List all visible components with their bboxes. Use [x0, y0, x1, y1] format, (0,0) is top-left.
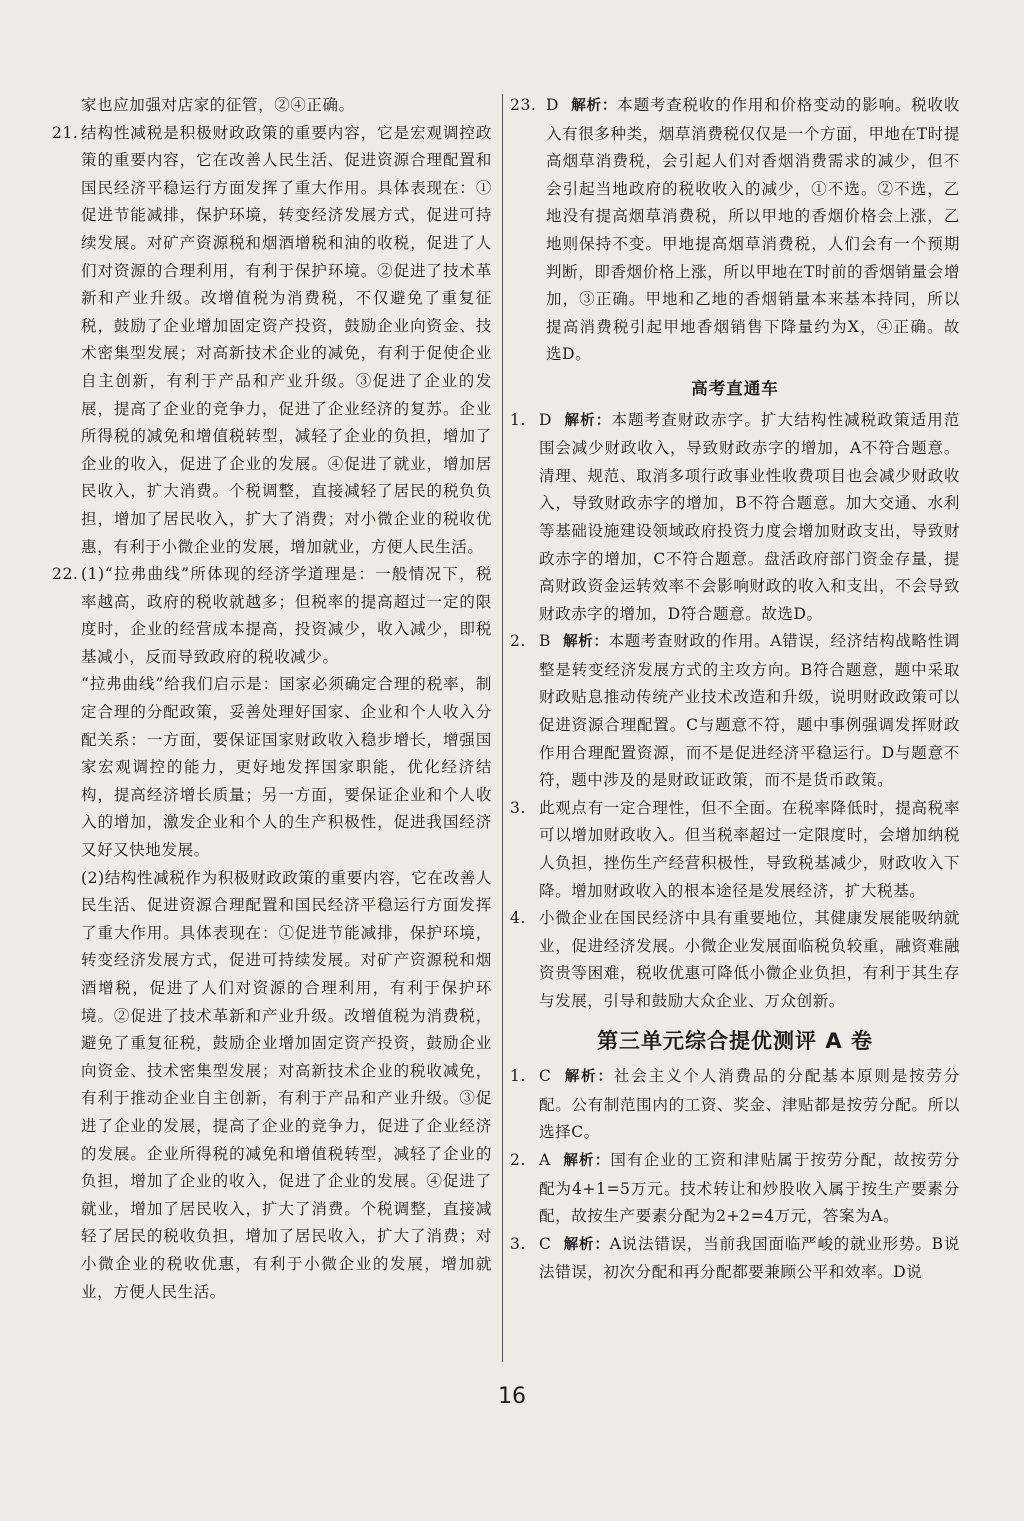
section-heading: 高考直通车: [691, 378, 779, 398]
question-number: 3.: [510, 798, 526, 817]
answer-text: 本题考查税收的作用和价格变动的影响。税收收入有很多种类，烟草消费税仅仅是一个方面，甲地在T时提高烟草消费税，会引起人们对香烟消费需求的减少，但不会引起当地政府的税收收入的减少，①不选。②不选，乙地没有提高烟草消费税，所以甲地的香烟价格会上涨，乙地则保持不变。甲地提高烟草消费税，人们会有一个预期判断，即香烟价格上涨，所以甲地在T时前的香烟销量会增加，③正确。甲地和乙地的香烟销量本来基本持同，所以提高消费税引起甲地香烟销售下降量约为X，④正确。故选D。: [546, 96, 960, 364]
section-heading: 第三单元综合提优测评 A 卷: [597, 1028, 873, 1053]
right-column: [510, 92, 960, 1287]
analysis-label: 解析：: [564, 412, 612, 429]
answer-choice: D: [546, 96, 560, 114]
analysis-label: 解析：: [563, 1069, 614, 1086]
answer-text: (1)“拉弗曲线”所体现的经济学道理是：一般情况下，税率越高，政府的税收就越多；但税率的提高超过一定的限度时，企业的经营成本提高，投资减少，收入减少，即税基减小，反而导致政府的税收减少。: [81, 565, 492, 666]
question-22: [52, 561, 492, 671]
analysis-label: 解析：: [563, 1236, 610, 1253]
analysis-label: 解析：: [571, 98, 618, 114]
left-column: [52, 92, 492, 1306]
test-question-1: [510, 1063, 960, 1147]
question-number: 22.: [52, 565, 79, 584]
question-23: [510, 92, 960, 369]
answer-text: 国有企业的工资和津贴属于按劳分配，故按劳分配为4+1=5万元。技术转让和炒股收入属于按生产要素分配，故按生产要素分配为2+2=4万元，答案为A。: [539, 1150, 960, 1226]
answer-choice: B: [539, 632, 551, 651]
gaokao-question-1: [510, 407, 960, 629]
answer-text: 本题考查财政赤字。扩大结构性减税政策适用范围会减少财政收入，导致财政赤字的增加，A不符合题意。清理、规范、取消多项行政事业性收费项目也会减少财政收入，导致财政赤字的增加，B不符合题意。加大交通、水利等基础设施建设领域政府投资力度会增加财政支出，导致财政赤字的增加，C不符合题意。盘活政府部门资金存量，提高财政资金运转效率不会影响财政的收入和支出，不会导致财政赤字的增加，D符合题意。故选D。: [539, 410, 960, 623]
gaokao-question-3: [510, 795, 960, 905]
question-number: 2.: [510, 1150, 526, 1169]
question-number: 23.: [510, 96, 537, 114]
answer-text: 社会主义个人消费品的分配基本原则是按劳分配。公有制范围内的工资、奖金、津贴都是按劳分配。所以选择C。: [539, 1067, 960, 1142]
answer-text: 此观点有一定合理性，但不全面。在税率降低时，提高税率可以增加财政收入。但当税率超过一定限度时，会增加纳税人负担，挫伤生产经营积极性，导致税基减少，财政收入下降。增加财政收入的根本途径是发展经济，扩大税基。: [539, 798, 960, 900]
page-number: 16: [498, 1384, 526, 1409]
answer-choice: D: [539, 410, 553, 429]
question-number: 3.: [510, 1234, 526, 1253]
answer-text: 小微企业在国民经济中具有重要地位，其健康发展能吸纳就业，促进经济发展。小微企业发展面临税负较重，融资难融资贵等困难，税收优惠可降低小微企业负担，有利于其生存与发展，引导和鼓励大众企业、万众创新。: [539, 909, 960, 1010]
answer-choice: C: [539, 1234, 552, 1253]
analysis-label: 解析：: [562, 1152, 611, 1169]
column-divider: [502, 94, 503, 1362]
answer-choice: A: [539, 1150, 551, 1169]
gaokao-question-2: [510, 628, 960, 795]
gaokao-question-4: [510, 905, 960, 1015]
question-number: 1.: [510, 410, 526, 429]
answer-paragraph: “拉弗曲线”给我们启示是：国家必须确定合理的税率，制定合理的分配政策，妥善处理好国家、企业和个人收入分配关系：一方面，要保证国家财政收入稳步增长，增强国家宏观调控的能力，更好地发挥国家职能，优化经济结构，提高经济增长质量；另一方面，要保证企业和个人收入的增加，激发企业和个人的生产积极性，促进我国经济又好又快地发展。: [81, 675, 492, 860]
answer-paragraph: (2)结构性减税作为积极财政政策的重要内容，它在改善人民生活、促进资源合理配置和国民经济平稳运行方面发挥了重大作用。具体表现在：①促进节能减排，保护环境，转变经济发展方式，促进可持续发展。对矿产资源税和烟酒增税，促进了人们对资源的合理利用，有利于保护环境。②促进了技术革新和产业升级。改增值税为消费税，避免了重复征税，鼓励企业增加固定资产投资，鼓励企业向资金、技术密集型发展；对高新技术企业的税收减免，有利于推动企业自主创新，有利于产品和产业升级。③促进了企业的发展，提高了企业的竞争力，促进了企业经济的发展。企业所得税的减免和增值税转型，减轻了企业的负担，增加了企业的收入，促进了企业的发展。④促进了就业，增加了居民收入，扩大了消费。个税调整，直接减轻了居民的税收负担，增加了居民收入，扩大了消费；对小微企业的税收优惠，有利于小微企业的发展，增加就业，方便人民生活。: [81, 868, 492, 1301]
answer-choice: C: [539, 1067, 552, 1086]
question-number: 2.: [510, 632, 526, 651]
question-number: 1.: [510, 1067, 526, 1086]
answer-text: 结构性减税是积极财政政策的重要内容，它是宏观调控政策的重要内容，它在改善人民生活、促进资源合理配置和国民经济平稳运行方面发挥了重大作用。具体表现在：①促进节能减排，保护环境，转变经济发展方式，促进可持续发展。对矿产资源税和烟酒增税和油的收税，促进了人们对资源的合理利用，有利于保护环境。②促进了技术革新和产业升级。改增值税为消费税，不仅避免了重复征税，鼓励了企业增加固定资产投资，鼓励企业向资金、技术密集型发展；对高新技术企业的减免，有利于促使企业自主创新，有利于产品和产业升级。③促进了企业的发展，提高了企业的竞争力，促进了企业经济的复苏。企业所得税的减免和增值税转型，减轻了企业的负担，增加了企业的收入，促进了企业的发展。④促进了就业，增加居民收入，扩大消费。个税调整，直接减轻了居民的税负负担，增加了居民收入，扩大了消费；对小微企业的税收优惠，有利于小微企业的发展，增加就业，方便人民生活。: [81, 123, 492, 556]
continued-text: 家也应加强对店家的征管，②④正确。: [81, 96, 355, 114]
answer-text: A说法错误，当前我国面临严峻的就业形势。B说法错误，初次分配和再分配都要兼顾公平和效率。D说: [539, 1234, 960, 1282]
question-number: 21.: [52, 123, 79, 142]
question-21: [52, 120, 492, 562]
analysis-label: 解析：: [563, 634, 609, 651]
test-question-2: [510, 1147, 960, 1231]
answer-text: 本题考查财政的作用。A错误，经济结构战略性调整是转变经济发展方式的主攻方向。B符合题意，题中采取财政贴息推动传统产业技术改造和升级，说明财政政策可以促进资源合理配置。C与题意不符，题中事例强调发挥财政作用合理配置资源，而不是促进经济平稳运行。D与题意不符，题中涉及的是财政证政策，而不是货币政策。: [539, 632, 960, 790]
question-number: 4.: [510, 909, 526, 928]
test-question-3: [510, 1231, 960, 1287]
